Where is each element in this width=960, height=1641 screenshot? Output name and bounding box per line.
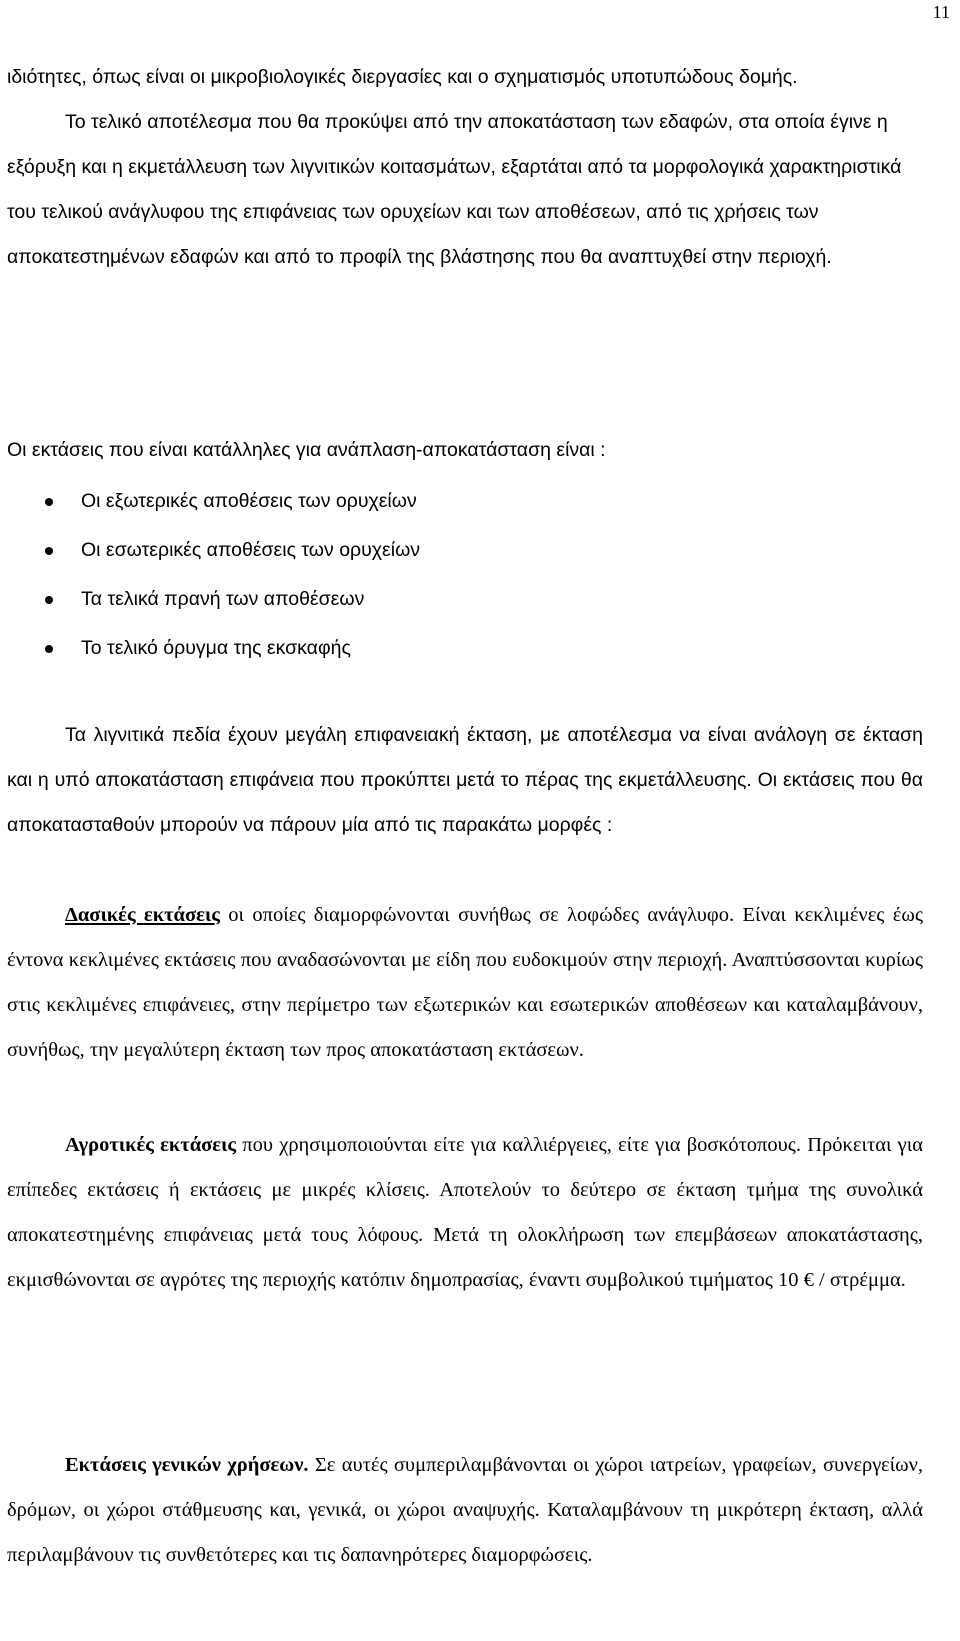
general-use-areas-term: Εκτάσεις γενικών χρήσεων. <box>65 1454 309 1476</box>
paragraph-continuation <box>7 55 923 280</box>
forest-areas-term: Δασικές εκτάσεις <box>65 904 220 926</box>
forest-areas-text: οι οποίες διαμορφώνονται συνήθως σε λοφώδες ανάγλυφο. Είναι κεκλιμένες έως έντονα κεκλιμένες εκτάσεις που αναδασώνονται με είδη που ευδοκιμούν στην περιοχή. Αναπτύσσονται κυρίως στις κεκλιμένες επιφάνειες, στην περίμετρο των εξωτερικών και εσωτερικών αποθέσεων και καταλαμβάνουν, συνήθως, την μεγαλύτερη έκταση των προς αποκατάσταση εκτάσεων. <box>7 904 923 1061</box>
section-agricultural-areas <box>7 1123 923 1303</box>
agricultural-areas-text: που χρησιμοποιούνται είτε για καλλιέργειες, είτε για βοσκότοπους. Πρόκειται για επίπεδες εκτάσεις ή εκτάσεις με μικρές κλίσεις. Αποτελούν το δεύτερο σε έκταση τμήμα της συνολικά αποκατεστημένης επιφάνειας μετά τους λόφους. Μετά τη ολοκλήρωση των επεμβάσεων αποκατάστασης, εκμισθώνονται σε αγρότες της περιοχής κατόπιν δημοπρασίας, έναντι συμβολικού τιμήματος 10 € / στρέμμα. <box>7 1134 923 1291</box>
section-general-use-areas <box>7 1443 923 1578</box>
paragraph-lignite-fields: Τα λιγνιτικά πεδία έχουν μεγάλη επιφανειακή έκταση, με αποτέλεσμα να είναι ανάλογη σε έκταση και η υπό αποκατάσταση επιφάνεια που προκύπτει μετά το πέρας της εκμετάλλευσης. Οι εκτάσεις που θα αποκατασταθούν μπορούν να πάρουν μία από τις παρακάτω μορφές : <box>7 724 923 836</box>
list-item-text: Οι εσωτερικές αποθέσεις των ορυχείων <box>81 539 421 561</box>
page-number: 11 <box>932 2 950 22</box>
general-use-areas-paragraph <box>7 1443 923 1578</box>
bullet-icon <box>45 498 53 506</box>
section-forest-areas <box>7 893 923 1073</box>
forest-areas-paragraph <box>7 893 923 1073</box>
list-item-text: Οι εξωτερικές αποθέσεις των ορυχείων <box>81 490 417 512</box>
agricultural-areas-paragraph <box>7 1123 923 1303</box>
paragraph-restoration-outcome: Το τελικό αποτέλεσμα που θα προκύψει από την αποκατάσταση των εδαφών, στα οποία έγινε η εξόρυξη και η εκμετάλλευση των λιγνιτικών κοιτασμάτων, εξαρτάται από τα μορφολογικά χαρακτηριστικά του τελικού ανάγλυφου της επιφάνειας των ορυχείων και των αποθέσεων, από τις χρήσεις των αποκατεστημένων εδαφών και από το προφίλ της βλάστησης που θα αναπτυχθεί στην περιοχή. <box>7 111 902 268</box>
general-use-areas-text: Σε αυτές συμπεριλαμβάνονται οι χώροι ιατρείων, γραφείων, συνεργείων, δρόμων, οι χώροι στάθμευσης και, γενικά, οι χώροι αναψυχής. Καταλαμβάνουν τη μικρότερη έκταση, αλλά περιλαμβάνουν τις συνθετότερες και τις δαπανηρότερες διαμορφώσεις. <box>7 1454 923 1566</box>
bullet-icon <box>45 645 53 653</box>
bullet-icon <box>45 547 53 555</box>
bullet-icon <box>45 596 53 604</box>
paragraph-continuation-text: ιδιότητες, όπως είναι οι μικροβιολογικές διεργασίες και ο σχηματισμός υποτυπώδους δομής. <box>7 66 798 88</box>
list-item-text: Το τελικό όρυγμα της εκσκαφής <box>81 637 351 659</box>
list-item-text: Τα τελικά πρανή των αποθέσεων <box>81 588 365 610</box>
list-intro: Οι εκτάσεις που είναι κατάλληλες για ανάπλαση-αποκατάσταση είναι : <box>7 439 606 461</box>
agricultural-areas-term: Αγροτικές εκτάσεις <box>65 1134 237 1156</box>
